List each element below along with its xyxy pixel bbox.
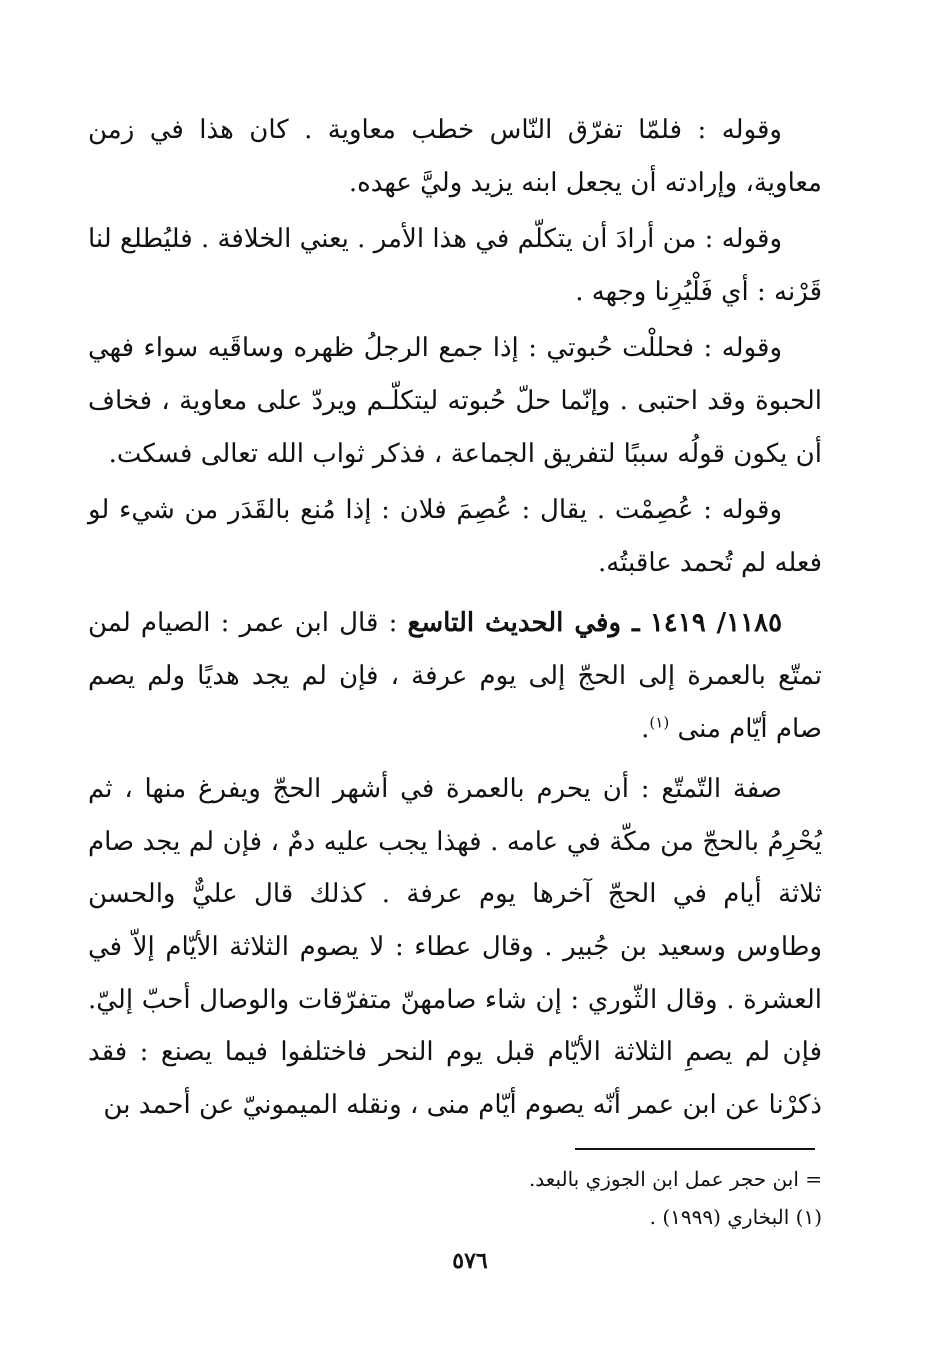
text-line: ذكرْنا عن ابن عمر أنّه يصوم أيّام منى ، ونقله الميمونيّ عن أحمد بن: [103, 1089, 822, 1120]
paragraph-caliphate: [88, 213, 822, 318]
text-line: وقوله : عُصِمْت . يقال : عُصِمَ فلان : إذا مُنع بالقَدَر من شيء: [119, 495, 782, 526]
text-line: وقوله : فحللْت حُبوتي : إذا جمع الرجلُ ظهره وساقَيه سواء فهي: [88, 333, 782, 364]
text-line: : قال ابن عمر : الصيام لمن: [88, 608, 398, 639]
footnote-reference: (١): [649, 712, 670, 731]
text-line: الحبوة وقد احتبى . وإنّما حلّ حُبوته ليتكلّـم ويردّ على معاوية ،: [161, 385, 822, 416]
text-line: العشرة . وقال الثّوري : إن شاء صامهنّ متفرّقات والوصال أحبّ إليّ.: [88, 984, 822, 1015]
main-text: [88, 104, 822, 1131]
text-line: صفة التّمتّع : أن يحرم بالعمرة في أشهر الحجّ ويفرغ منها ، ثم: [88, 774, 782, 805]
hadith-number: ١١٨٥/ ١٤١٩: [649, 608, 783, 639]
text-line: يُحْرِمُ بالحجّ من مكّة في عامه . فهذا يجب عليه دمٌ ، فإن لم يجد: [142, 826, 823, 857]
text-line: لو فعله لم تُحمد عاقبتُه.: [88, 495, 822, 578]
footnote-continuation: = ابن حجر عمل ابن الجوزي بالبعد.: [528, 1167, 822, 1191]
footnote-divider: [575, 1148, 815, 1150]
page-number: ٥٧٦: [452, 1248, 488, 1274]
text-line: فخاف أن يكون قولُه سببًا لتفريق الجماعة ، فذكر ثواب الله تعالى: [88, 385, 822, 469]
text-line: فسكت.: [108, 438, 193, 469]
paragraph-hadith-ninth: [88, 597, 822, 755]
text-line: وقوله : فلمّا تفرّق النّاس خطب معاوية . كان هذا في زمن: [88, 115, 782, 145]
text-line: تمتّع بالعمرة إلى الحجّ إلى يوم عرفة ، فإن لم يجد هديًا ولم يصم: [88, 660, 822, 691]
footnotes: [300, 1160, 822, 1236]
sentence-end: .: [641, 713, 650, 744]
footnote-1: (١) البخاري (١٩٩٩) .: [649, 1205, 822, 1229]
hadith-lead: ـ وفي الحديث التاسع: [407, 608, 640, 639]
paragraph-muawiya-speech: [88, 104, 822, 209]
text-line: لنا قَرْنه : أي فَلْيُرِنا وجهه .: [88, 224, 822, 307]
text-line: وطاوس وسعيد بن جُبير . وقال عطاء : لا يصوم الثلاثة الأيّام إلاّ في: [88, 931, 822, 962]
text-line: صام أيّام منى: [677, 713, 822, 744]
text-line: وقوله : من أرادَ أن يتكلّم في هذا الأمر . يعني الخلافة . فليُطلع: [120, 224, 783, 255]
text-line: فإن لم يصمِ الثلاثة الأيّام قبل يوم النحر فاختلفوا فيما يصنع : فقد: [88, 1037, 822, 1068]
text-line: معاوية، وإرادته أن يجعل ابنه يزيد وليَّ عهده.: [348, 167, 822, 198]
text-line: صام ثلاثة أيام في الحجّ آخرها يوم عرفة . كذلك قال عليٌّ والحسن: [88, 826, 822, 910]
paragraph-tamattu: [88, 763, 822, 1131]
paragraph-hubwa: [88, 322, 822, 480]
paragraph-ismah: [88, 484, 822, 589]
